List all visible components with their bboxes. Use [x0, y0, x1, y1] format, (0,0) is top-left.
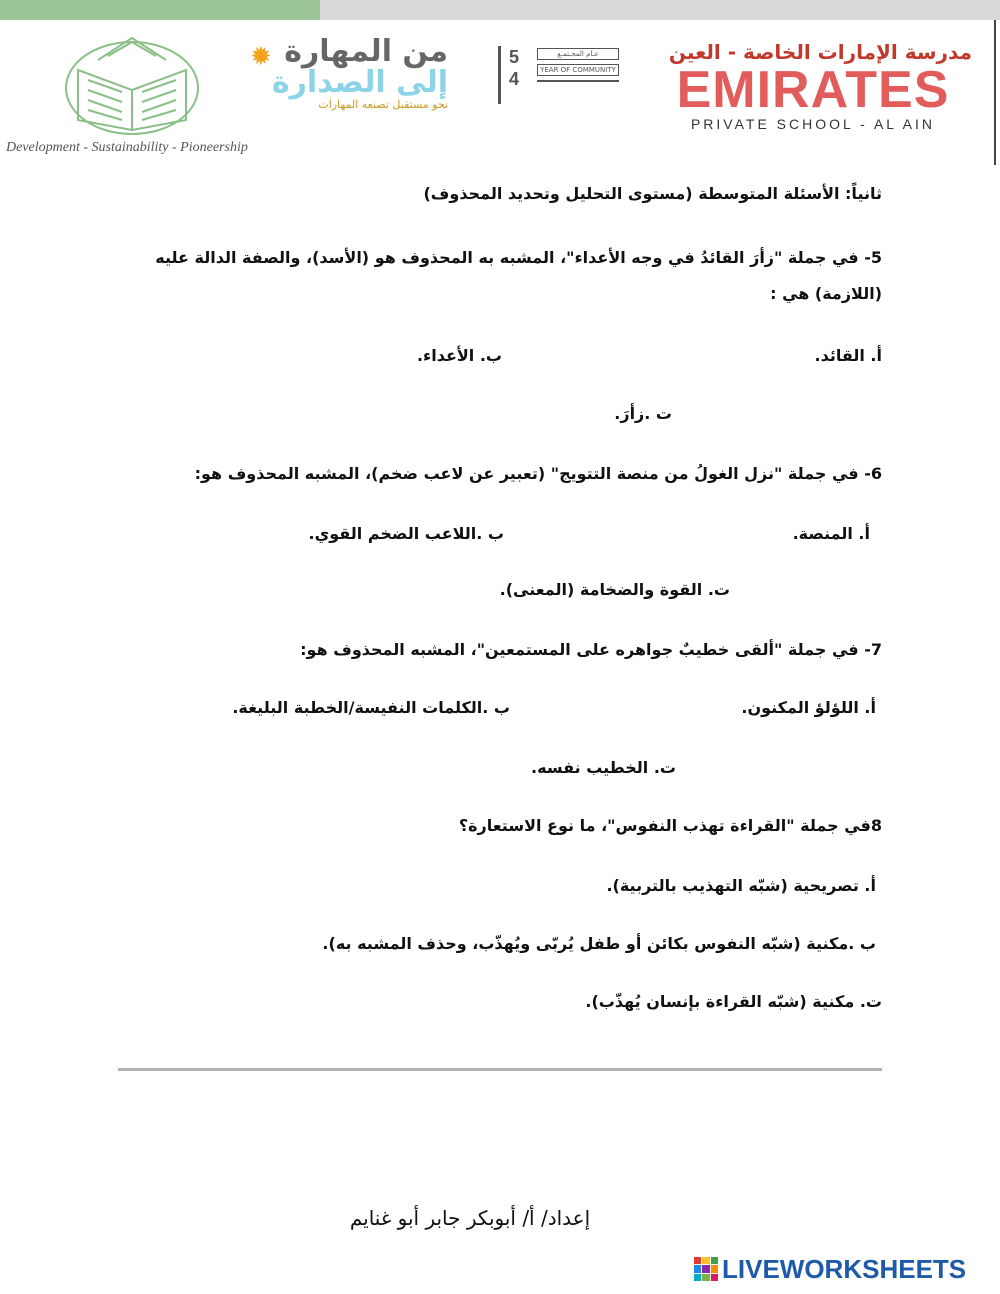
question-6: 6- في جملة "نزل الغولُ من منصة التتويج" (تعبير عن لاعب ضخم)، المشبه المحذوف هو: — [194, 464, 882, 483]
maharah-logo — [248, 36, 448, 111]
q5-option-c: ت .زأرَ. — [614, 404, 672, 423]
q6-option-c: ت. القوة والضخامة (المعنى). — [499, 580, 730, 599]
q7-option-a: أ. اللؤلؤ المكنون. — [741, 698, 876, 717]
q8-option-c: ت. مكنية (شبّه القراءة بإنسان يُهذّب). — [585, 992, 882, 1011]
right-border-line — [994, 20, 996, 165]
question-8: 8في جملة "القراءة تهذب النفوس"، ما نوع الاستعارة؟ — [458, 816, 882, 835]
year-of-community-logo — [498, 46, 623, 104]
emirates-school-logo — [654, 40, 972, 132]
maharah-tagline: نحو مستقبل تصنعه المهارات — [318, 98, 448, 111]
question-5: 5- في جملة "زأرَ القائدُ في وجه الأعداء"، المشبه به المحذوف هو (الأسد)، والصفة الدالة عليه (اللازمة) هي : — [155, 248, 882, 303]
maharah-line1: من المهارة — [284, 34, 448, 69]
school-arabic-name: مدرسة الإمارات الخاصة - العين — [668, 40, 972, 64]
top-bar-gray — [320, 0, 1000, 20]
sun-star-icon: ✹ — [250, 42, 272, 72]
q7-option-b: ب .الكلمات النفيسة/الخطبة البليغة. — [232, 698, 510, 717]
q6-option-b: ب .اللاعب الضخم القوي. — [308, 524, 504, 543]
school-name: EMIRATES — [676, 61, 950, 119]
open-book-emblem-icon — [58, 30, 206, 140]
maharah-line2: إلى الصدارة — [271, 65, 448, 100]
year-number-top: 5 4 — [509, 47, 520, 89]
liveworksheets-brand — [694, 1254, 966, 1284]
q6-option-a: أ. المنصة. — [792, 524, 870, 543]
q7-option-c: ت. الخطيب نفسه. — [531, 758, 676, 777]
top-bar-green — [0, 0, 320, 20]
q5-option-a: أ. القائد. — [814, 346, 882, 365]
liveworksheets-text: LIVEWORKSHEETS — [722, 1253, 967, 1284]
year-labels: عـام المجـتمـع YEAR OF COMMUNITY — [537, 48, 619, 86]
school-subtitle: PRIVATE SCHOOL - AL AIN — [690, 116, 936, 132]
question-7: 7- في جملة "ألقى خطيبٌ جواهره على المستمعين"، المشبه المحذوف هو: — [300, 640, 882, 659]
author-credit: إعداد/ أ/ أبوبكر جابر أبو غنايم — [349, 1206, 591, 1230]
section-title: ثانياً: الأسئلة المتوسطة (مستوى التحليل وتحديد المحذوف) — [423, 184, 882, 203]
liveworksheets-logo-icon — [694, 1257, 718, 1281]
motto-text: Development - Sustainability - Pioneership — [6, 140, 248, 155]
divider — [118, 1068, 882, 1071]
q8-option-a: أ. تصريحية (شبّه التهذيب بالتربية). — [606, 876, 876, 895]
q8-option-b: ب .مكنية (شبّه النفوس بكائن أو طفل يُربّى ويُهذّب، وحذف المشبه به). — [322, 934, 876, 953]
q5-option-b: ب. الأعداء. — [416, 346, 502, 365]
